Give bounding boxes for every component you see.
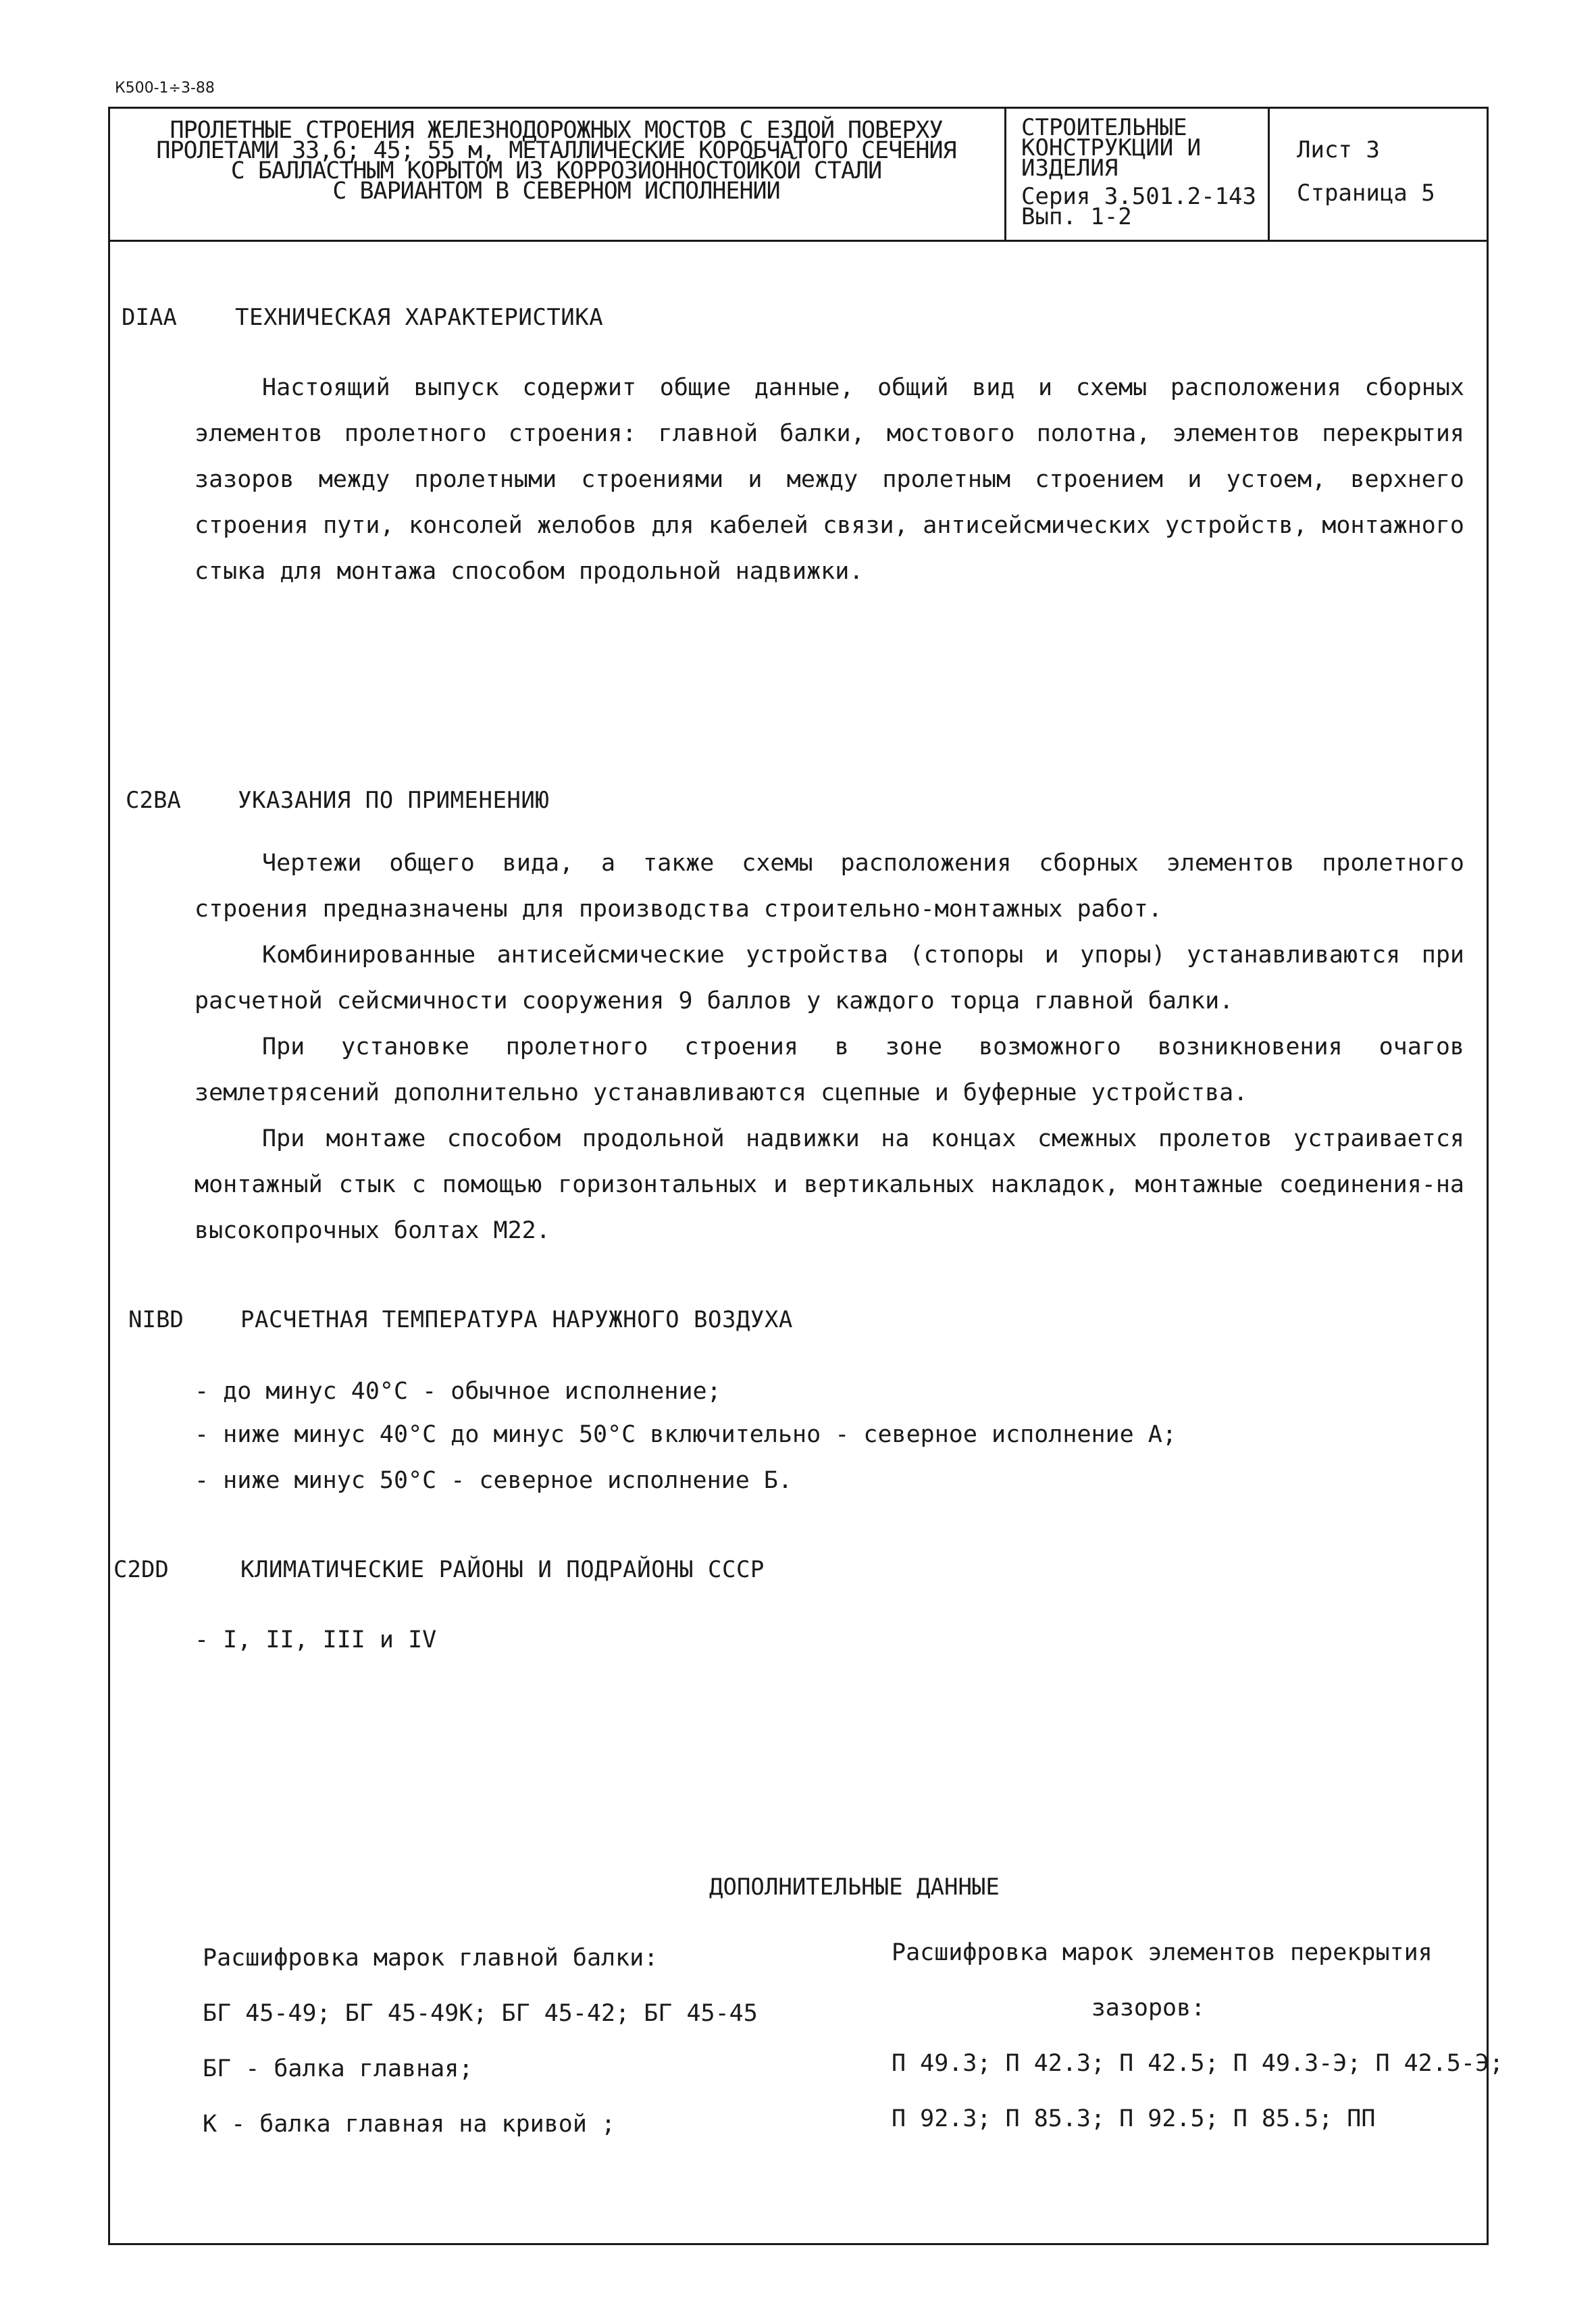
- gap-cover-heading-cont: зазоров:: [1091, 1995, 1206, 2022]
- title-line: ПРОЛЕТНЫЕ СТРОЕНИЯ ЖЕЛЕЗНОДОРОЖНЫХ МОСТОВ С ЕЗДОЙ ПОВЕРХУ: [170, 117, 943, 144]
- section-code-tech: DIAA: [122, 304, 177, 331]
- title-line: С БАЛЛАСТНЫМ КОРЫТОМ ИЗ КОРРОЗИОННОСТОЙКОЙ СТАЛИ: [230, 157, 882, 184]
- document-code: К500-1÷3-88: [115, 80, 215, 97]
- paragraph-usage-2: Комбинированные антисейсмические устройства (стопоры и упоры) устанавливаются при расчетной сейсмичности сооружения 9 баллов у каждого торца главной балки.: [195, 942, 1464, 1014]
- title-line: С ВАРИАНТОМ В СЕВЕРНОМ ИСПОЛНЕНИИ: [332, 178, 780, 205]
- main-beam-mark-list: БГ 45-49; БГ 45-49К; БГ 45-42; БГ 45-45: [203, 2000, 758, 2027]
- temperature-item: - ниже минус 40°С до минус 50°С включительно - северное исполнение А;: [195, 1421, 1177, 1448]
- title-block-name: [108, 107, 1006, 240]
- main-beam-marks: [203, 1930, 758, 2152]
- paragraph-usage-3: При установке пролетного строения в зоне возможного возникновения очагов землетрясений дополнительно устанавливаются сцепные и буферные устройства.: [195, 1033, 1464, 1106]
- section-title-climate: КЛИМАТИЧЕСКИЕ РАЙОНЫ И ПОДРАЙОНЫ СССР: [240, 1556, 765, 1583]
- paragraph-tech: Настоящий выпуск содержит общие данные, общий вид и схемы расположения сборных элементов пролетного строения: главной балки, мостового полотна, элементов перекрытия зазоров между пролетными строениями и между пролетным строением и устоем, верхнего строения пути, консолей желобов для кабелей связи, антисейсмических устройств, монтажного стыка для монтажа способом продольной надвижки.: [195, 374, 1464, 585]
- temperature-item: - до минус 40°С - обычное исполнение;: [195, 1378, 721, 1405]
- section-code-climate: C2DD: [113, 1556, 169, 1583]
- main-beam-heading: Расшифровка марок главной балки:: [203, 1945, 659, 1972]
- title-block-series: [1006, 107, 1270, 240]
- title-block: [108, 107, 1489, 242]
- paragraph-usage-4: При монтаже способом продольной надвижки на концах смежных пролетов устраивается монтажный стык с помощью горизонтальных и вертикальных накладок, монтажные соединения-на высокопрочных болтах М22.: [195, 1125, 1464, 1244]
- category-line: СТРОИТЕЛЬНЫЕ: [1021, 114, 1187, 141]
- gap-cover-marks: [892, 1925, 1503, 2146]
- climate-regions: - I, II, III и IV: [195, 1626, 437, 1653]
- category-line: ИЗДЕЛИЯ: [1021, 155, 1118, 182]
- section-code-temperature: NIBD: [128, 1306, 184, 1333]
- additional-data-title: ДОПОЛНИТЕЛЬНЫЕ ДАННЫЕ: [709, 1874, 1000, 1901]
- main-beam-legend-bg: БГ - балка главная;: [203, 2055, 473, 2082]
- gap-cover-mark-list: П 92.3; П 85.3; П 92.5; П 85.5; ПП: [892, 2105, 1376, 2132]
- section-title-tech: ТЕХНИЧЕСКАЯ ХАРАКТЕРИСТИКА: [235, 304, 604, 331]
- main-beam-legend-k: К - балка главная на кривой ;: [203, 2111, 616, 2138]
- sheet-number: Лист 3: [1297, 136, 1380, 163]
- gap-cover-mark-list: П 49.3; П 42.3; П 42.5; П 49.3-Э; П 42.5-Э;: [892, 2050, 1504, 2077]
- series-number: Серия 3.501.2-143: [1021, 183, 1256, 210]
- paragraph-usage-1: Чертежи общего вида, а также схемы расположения сборных элементов пролетного строения предназначены для производства строительно-монтажных работ.: [195, 850, 1464, 923]
- page-number: Страница 5: [1297, 180, 1435, 207]
- issue-number: Вып. 1-2: [1021, 203, 1132, 230]
- title-block-sheet: [1270, 107, 1489, 240]
- category-line: КОНСТРУКЦИИ И: [1021, 134, 1202, 161]
- title-line: ПРОЛЕТАМИ 33,6; 45; 55 м, МЕТАЛЛИЧЕСКИЕ КОРОБЧАТОГО СЕЧЕНИЯ: [156, 137, 956, 164]
- gap-cover-heading: Расшифровка марок элементов перекрытия: [892, 1939, 1433, 1966]
- section-title-usage: УКАЗАНИЯ ПО ПРИМЕНЕНИЮ: [238, 787, 550, 814]
- temperature-item: - ниже минус 50°С - северное исполнение Б.: [195, 1467, 793, 1494]
- section-title-temperature: РАСЧЕТНАЯ ТЕМПЕРАТУРА НАРУЖНОГО ВОЗДУХА: [240, 1306, 793, 1333]
- section-code-usage: C2BA: [126, 787, 181, 814]
